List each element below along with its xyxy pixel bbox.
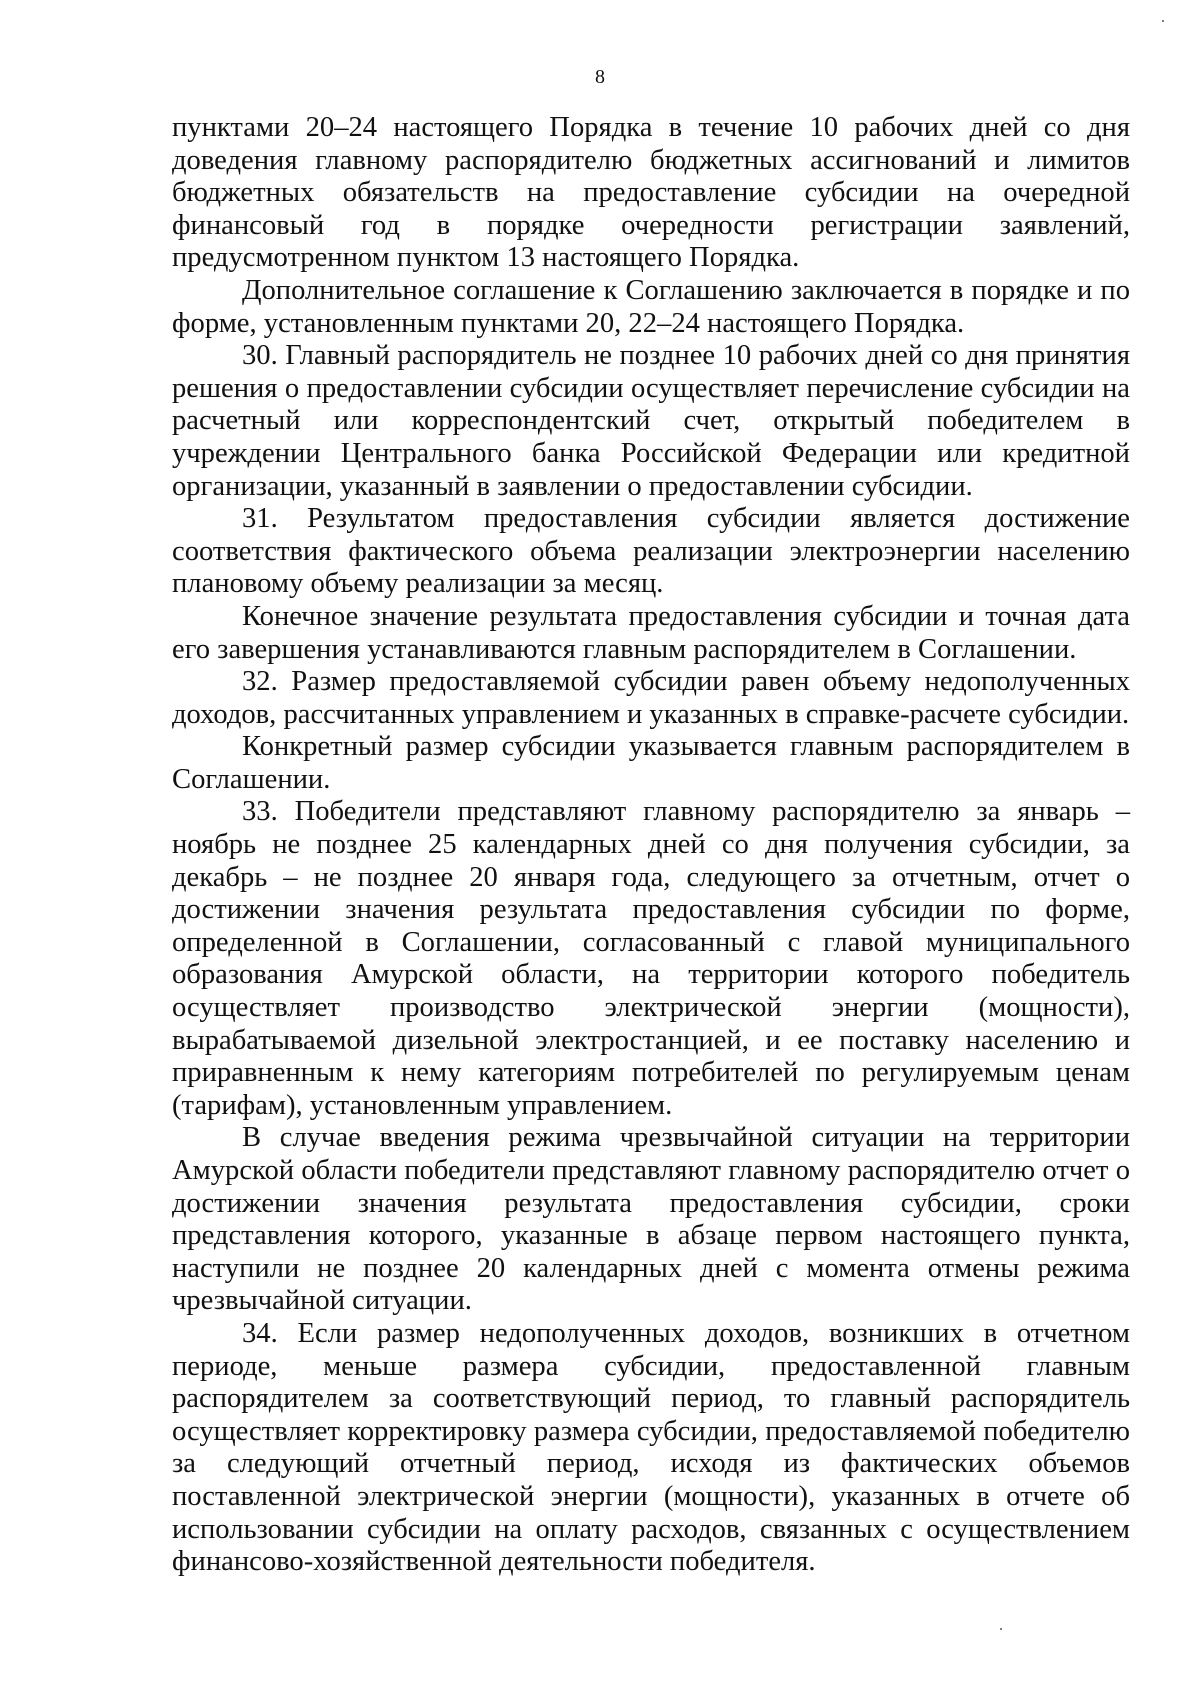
paragraph-item-30: 30. Главный распорядитель не позднее 10 рабочих дней со дня принятия решения о предоставлении субсидии осуществляет перечисление субсидии на расчетный или корреспондентский счет, открытый победителем в учреждении Центрального банка Российской Федерации или кредитной организации, указанный в заявлении о предоставлении субсидии. [172,340,1130,502]
paragraph-specific-subsidy-size: Конкретный размер субсидии указывается главным распорядителем в Соглашении. [172,731,1130,795]
document-body [172,112,1130,1579]
scan-speck [1162,20,1164,22]
paragraph-item-32: 32. Размер предоставляемой субсидии равен объему недополученных доходов, рассчитанных управлением и указанных в справке-расчете субсидии. [172,666,1130,730]
page-number: 8 [595,66,605,88]
paragraph-additional-agreement: Дополнительное соглашение к Соглашению заключается в порядке и по форме, установленным пунктами 20, 22–24 настоящего Порядка. [172,274,1130,339]
scan-speck [1000,1628,1002,1630]
paragraph-item-33: 33. Победители представляют главному распорядителю за январь – ноябрь не позднее 25 календарных дней со дня получения субсидии, за декабрь – не позднее 20 января года, следующего за отчетным, отчет о достижении значения результата предоставления субсидии по форме, определенной в Соглашении, согласованный с главой муниципального образования Амурской области, на территории которого победитель осуществляет производство электрической энергии (мощности), вырабатываемой дизельной электростанцией, и ее поставку населению и приравненным к нему категориям потребителей по регулируемым ценам (тарифам), установленным управлением. [172,796,1130,1121]
paragraph-item-34: 34. Если размер недополученных доходов, возникших в отчетном периоде, меньше размера субсидии, предоставленной главным распорядителем за соответствующий период, то главный распорядитель осуществляет корректировку размера субсидии, предоставляемой победителю за следующий отчетный период, исходя из фактических объемов поставленной электрической энергии (мощности), указанных в отчете об использовании субсидии на оплату расходов, связанных с осуществлением финансово-хозяйственной деятельности победителя. [172,1317,1130,1578]
paragraph-emergency-situation: В случае введения режима чрезвычайной ситуации на территории Амурской области победители представляют главному распорядителю отчет о достижении значения результата предоставления субсидии, сроки представления которого, указанные в абзаце первом настоящего пункта, наступили не позднее 20 календарных дней с момента отмены режима чрезвычайной ситуации. [172,1122,1130,1317]
paragraph-item-31: 31. Результатом предоставления субсидии является достижение соответствия фактического объема реализации электроэнергии населению плановому объему реализации за месяц. [172,503,1130,600]
paragraph-final-result-value: Конечное значение результата предоставления субсидии и точная дата его завершения устанавливаются главным распорядителем в Соглашении. [172,600,1130,665]
paragraph-continuation: пунктами 20–24 настоящего Порядка в течение 10 рабочих дней со дня доведения главному распорядителю бюджетных ассигнований и лимитов бюджетных обязательств на предоставление субсидии на очередной финансовый год в порядке очередности регистрации заявлений, предусмотренном пунктом 13 настоящего Порядка. [172,112,1130,274]
